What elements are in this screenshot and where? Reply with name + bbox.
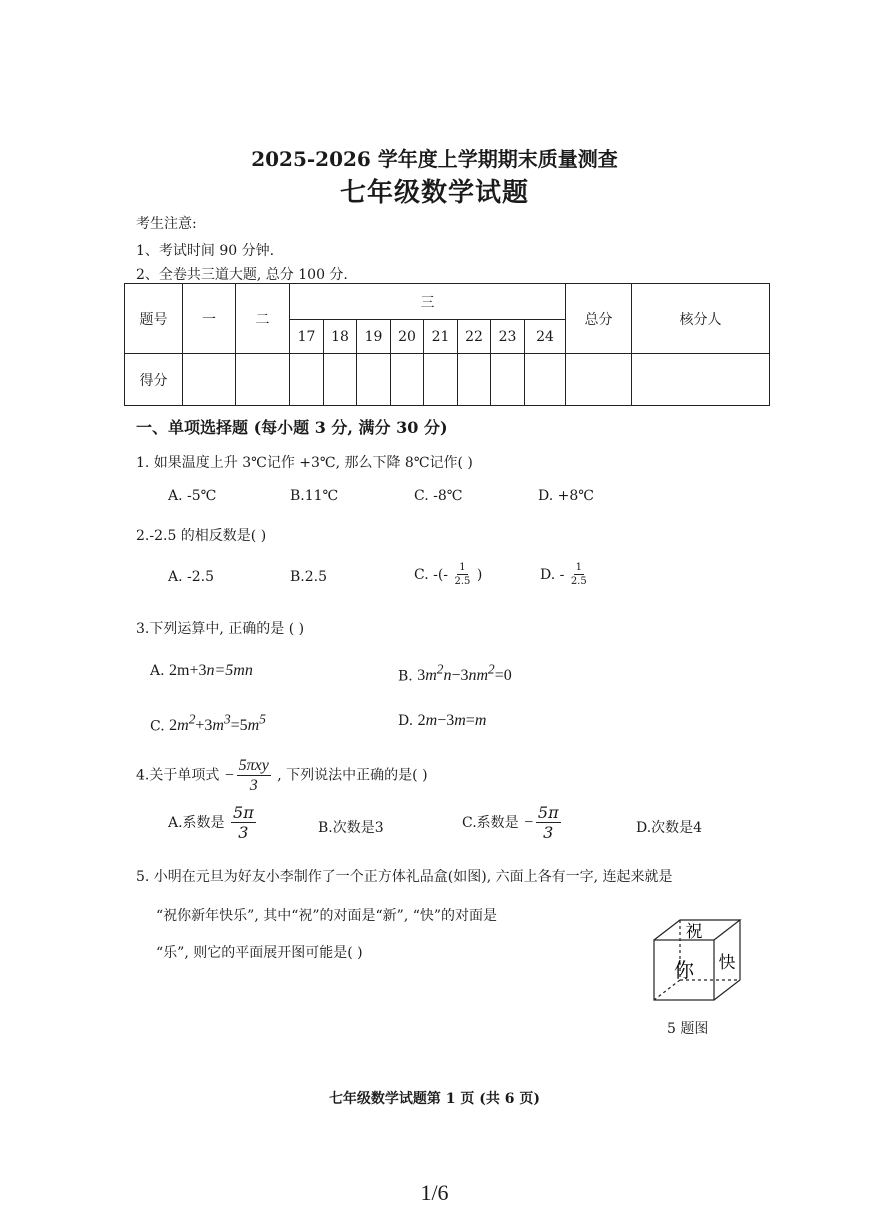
note-item-1: 1、考试时间 90 分钟.	[136, 243, 275, 259]
q2-d-prefix: D. -	[540, 567, 565, 583]
q3-option-a[interactable]	[150, 662, 253, 680]
exam-subtitle: 七年级数学试题	[339, 178, 529, 208]
question-1-stem: 1. 如果温度上升 3℃记作 +3℃, 那么下降 8℃记作( )	[136, 455, 473, 471]
q3-b-formula: $3m^2n-3nm^2=0$	[417, 662, 512, 685]
q4-a-prefix: A.系数是	[168, 815, 225, 831]
row-label-number: 题号	[125, 284, 183, 354]
q4-a-fraction	[231, 805, 256, 841]
q2-d-fraction	[571, 563, 587, 587]
total-score-cell[interactable]	[566, 354, 632, 406]
cube-side-char: 快	[718, 953, 736, 973]
score-input-cell[interactable]	[491, 354, 525, 406]
sub-question-cell: 23	[491, 320, 525, 354]
fraction-denominator: 2.5	[570, 576, 587, 587]
q3-c-label: C.	[150, 718, 165, 735]
score-input-cell[interactable]	[236, 354, 290, 406]
cube-figure	[648, 914, 748, 1006]
q4-option-a[interactable]	[168, 805, 258, 841]
cube-hidden-edge	[654, 980, 680, 1000]
fraction-numerator: 5πxy	[238, 757, 269, 774]
fraction-numerator: 1	[575, 562, 582, 573]
row-label-score: 得分	[125, 354, 183, 406]
q2-c-prefix: C. -(-	[414, 567, 449, 583]
q4-option-c[interactable]: C.系数是 − $\frac{5\pi}{3}$	[462, 803, 559, 842]
sub-question-cell: 17	[290, 320, 324, 354]
q1-option-d[interactable]: D. +8℃	[538, 488, 594, 504]
note-item-2: 2、全卷共三道大题, 总分 100 分.	[136, 267, 348, 283]
question-3-stem: 3.下列运算中, 正确的是 ( )	[136, 621, 305, 637]
cube-top-char: 祝	[685, 922, 703, 942]
fraction-numerator: 1	[459, 562, 466, 573]
fraction-denominator: 3	[249, 777, 258, 794]
q4-option-d[interactable]: D.次数是4	[636, 820, 703, 836]
q1-option-b[interactable]: B.11℃	[290, 488, 339, 504]
score-input-cell[interactable]	[525, 354, 566, 406]
q2-c-fraction	[455, 563, 471, 587]
score-input-cell[interactable]	[424, 354, 458, 406]
q4-option-b[interactable]: B.次数是3	[318, 820, 384, 836]
checker-cell: 核分人	[632, 284, 770, 354]
section-3-cell: 三	[290, 284, 566, 320]
q2-option-a[interactable]: A. -2.5	[168, 569, 215, 585]
q3-b-label: B.	[398, 668, 413, 685]
q3-d-formula: 2m−3m=m	[417, 712, 487, 729]
score-input-cell[interactable]	[290, 354, 324, 406]
q1-option-c[interactable]: C. -8℃	[414, 488, 463, 504]
exam-title: 2025-2026 学年度上学期期末质量测查	[251, 147, 618, 171]
score-input-cell[interactable]	[357, 354, 391, 406]
q2-option-b[interactable]: B.2.5	[290, 569, 328, 585]
score-input-cell[interactable]	[458, 354, 491, 406]
q4-stem-suffix: , 下列说法中正确的是( )	[277, 767, 428, 784]
score-input-cell[interactable]	[183, 354, 236, 406]
fraction-numerator: 5π	[537, 803, 559, 822]
section-1-title: 一、单项选择题 (每小题 3 分, 满分 30 分)	[136, 418, 448, 437]
sub-question-cell: 21	[424, 320, 458, 354]
q4-c-fraction	[536, 805, 561, 841]
section-2-cell: 二	[236, 284, 290, 354]
q4-monomial: − $\frac{\text{5πxy}}{3}$	[223, 757, 269, 794]
sub-question-cell: 19	[357, 320, 391, 354]
sub-question-cell: 18	[324, 320, 357, 354]
total-cell: 总分	[566, 284, 632, 354]
section-1-cell: 一	[183, 284, 236, 354]
notes-heading: 考生注意:	[136, 216, 197, 232]
q4-stem-prefix: 4.关于单项式	[136, 767, 220, 784]
q3-option-c[interactable]	[150, 712, 266, 735]
fraction-denominator: 3	[543, 823, 554, 842]
q3-option-b[interactable]	[398, 662, 512, 685]
checker-sign-cell[interactable]	[632, 354, 770, 406]
fraction-denominator: 3	[238, 823, 249, 842]
q2-option-d[interactable]	[540, 563, 589, 587]
q3-c-formula: $2m^2+3m^3=5m^5$	[169, 712, 266, 735]
page-footer: 七年级数学试题第 1 页 (共 6 页)	[328, 1091, 541, 1107]
sub-question-cell: 24	[525, 320, 566, 354]
sub-question-cell: 20	[391, 320, 424, 354]
question-2-stem: 2.-2.5 的相反数是( )	[136, 528, 267, 544]
question-5-line-3: “乐”, 则它的平面展开图可能是( )	[156, 945, 363, 961]
fraction-denominator: 2.5	[454, 576, 471, 587]
question-5-line-2: “祝你新年快乐”, 其中“祝”的对面是“新”, “快”的对面是	[156, 908, 498, 924]
q2-option-c[interactable]	[414, 563, 482, 587]
figure-caption: 5 题图	[667, 1021, 709, 1037]
q3-d-label: D.	[398, 713, 414, 729]
question-5-line-1: 5. 小明在元旦为好友小李制作了一个正方体礼品盒(如图), 六面上各有一字, 连起来就是	[136, 869, 673, 885]
q3-a-formula: 2m+3n=5mn	[169, 662, 253, 679]
sub-question-cell: 22	[458, 320, 491, 354]
cube-front-char: 你	[674, 958, 694, 982]
page-counter: 1/6	[420, 1180, 449, 1205]
q3-a-label: A.	[150, 663, 165, 679]
q4-c-prefix: C.系数是	[462, 815, 519, 831]
q1-option-a[interactable]: A. -5℃	[168, 488, 217, 504]
score-table	[124, 283, 770, 406]
score-input-cell[interactable]	[324, 354, 357, 406]
question-4-stem	[136, 758, 428, 794]
q2-c-suffix: )	[476, 567, 483, 583]
fraction-numerator: 5π	[233, 803, 254, 822]
q3-option-d[interactable]	[398, 712, 486, 730]
score-input-cell[interactable]	[391, 354, 424, 406]
